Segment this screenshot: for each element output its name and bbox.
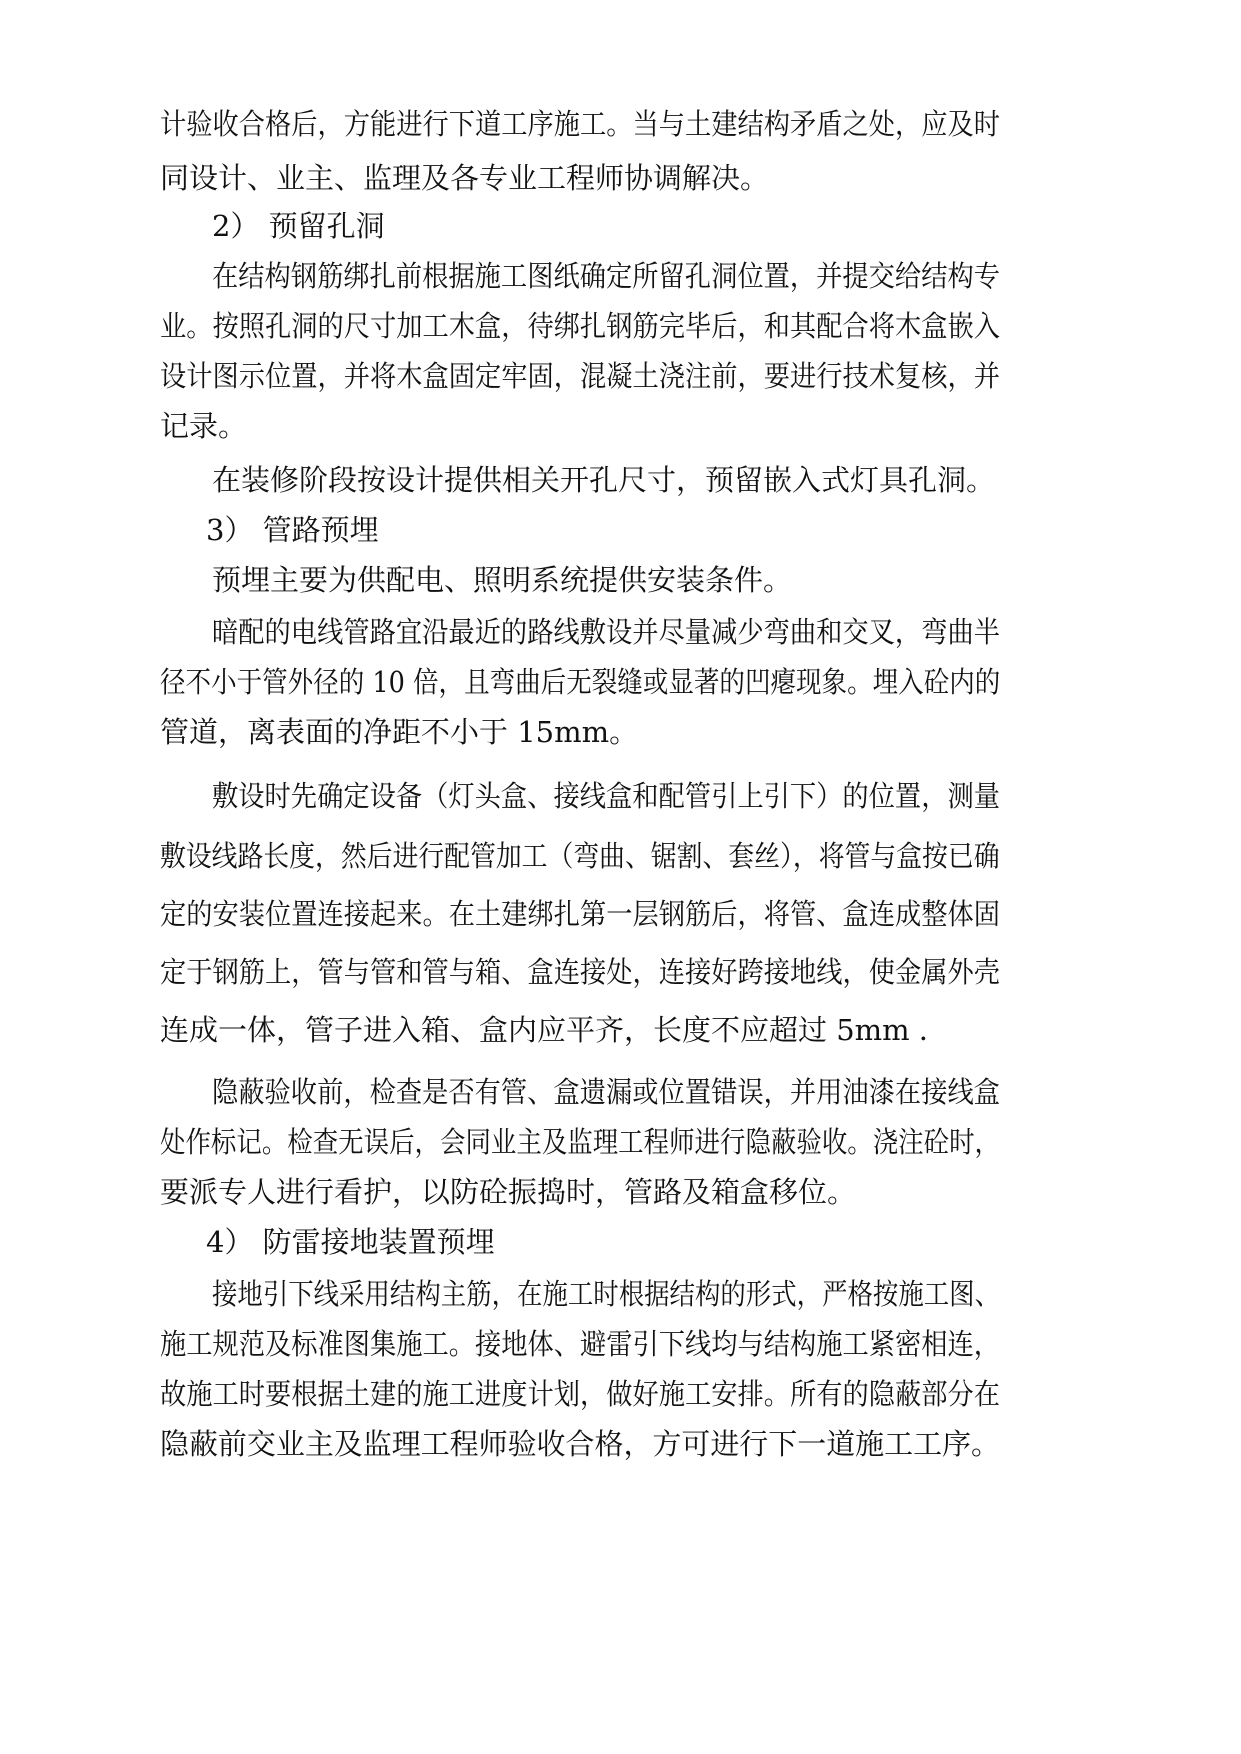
text-line: 暗配的电线管路宜沿最近的路线敷设并尽量减少弯曲和交叉，弯曲半 (212, 615, 1001, 649)
text-line: 接地引下线采用结构主筋，在施工时根据结构的形式，严格按施工图、 (212, 1277, 1001, 1311)
text-line: 隐蔽验收前，检查是否有管、盒遗漏或位置错误，并用油漆在接线盒 (212, 1075, 1001, 1109)
text-line: 在结构钢筋绑扎前根据施工图纸确定所留孔洞位置，并提交给结构专 (212, 259, 1001, 293)
text-line: 隐蔽前交业主及监理工程师验收合格，方可进行下一道施工工序。 (160, 1427, 1001, 1461)
text-line: 定于钢筋上，管与管和管与箱、盒连接处，连接好跨接地线，使金属外壳 (160, 955, 1001, 989)
text-line: 要派专人进行看护，以防砼振捣时，管路及箱盒移位。 (160, 1175, 857, 1209)
text-line: 计验收合格后，方能进行下道工序施工。当与土建结构矛盾之处，应及时 (160, 107, 1001, 141)
text-line: 管道，离表面的净距不小于 15mm。 (160, 715, 639, 749)
section-heading: 3） 管路预埋 (206, 513, 379, 547)
section-heading: 2） 预留孔洞 (212, 209, 385, 243)
text-line: 预埋主要为供配电、照明系统提供安装条件。 (212, 563, 793, 597)
section-heading: 4） 防雷接地装置预埋 (206, 1225, 495, 1259)
text-line: 施工规范及标准图集施工。接地体、避雷引下线均与结构施工紧密相连， (160, 1327, 1001, 1361)
text-line: 径不小于管外径的 10 倍，且弯曲后无裂缝或显著的凹瘪现象。埋入砼内的 (160, 665, 1001, 699)
text-line: 定的安装位置连接起来。在土建绑扎第一层钢筋后，将管、盒连成整体固 (160, 897, 1001, 931)
text-line: 处作标记。检查无误后，会同业主及监理工程师进行隐蔽验收。浇注砼时， (160, 1125, 1001, 1159)
text-line: 业。按照孔洞的尺寸加工木盒，待绑扎钢筋完毕后，和其配合将木盒嵌入 (160, 309, 1001, 343)
text-line: 记录。 (160, 409, 248, 443)
text-line: 在装修阶段按设计提供相关开孔尺寸，预留嵌入式灯具孔洞。 (212, 463, 996, 497)
text-line: 连成一体，管子进入箱、盒内应平齐，长度不应超过 5mm ． (160, 1013, 948, 1047)
text-line: 敷设线路长度，然后进行配管加工（弯曲、锯割、套丝），将管与盒按已确 (160, 839, 1000, 873)
text-line: 设计图示位置，并将木盒固定牢固，混凝土浇注前，要进行技术复核，并 (160, 359, 1001, 393)
text-line: 敷设时先确定设备（灯头盒、接线盒和配管引上引下）的位置，测量 (212, 779, 1001, 813)
text-line: 同设计、业主、监理及各专业工程师协调解决。 (160, 161, 770, 195)
text-line: 故施工时要根据土建的施工进度计划，做好施工安排。所有的隐蔽部分在 (160, 1377, 1001, 1411)
